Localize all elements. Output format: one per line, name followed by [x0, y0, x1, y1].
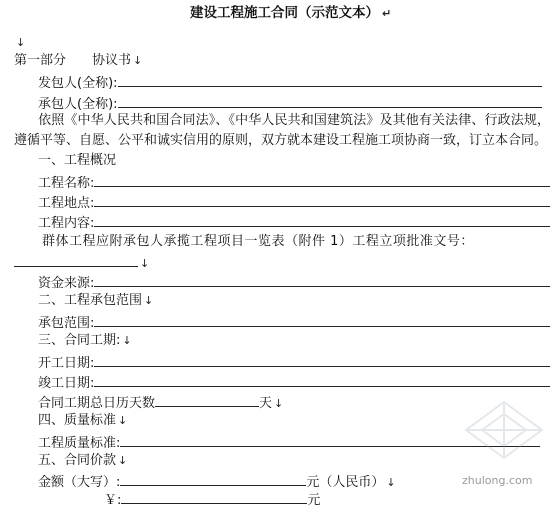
scope-row: [38, 312, 550, 333]
yuan-rmb-unit: 元（人民币）: [306, 475, 385, 490]
project-name-label: 工程名称:: [38, 176, 95, 191]
scope-label: 承包范围:: [38, 316, 95, 331]
section-2-heading: 二、工程承包范围 ↓: [38, 293, 154, 308]
days-unit: 天: [259, 396, 273, 411]
funding-label: 资金来源:: [38, 276, 95, 291]
section-4-heading: 四、质量标准 ↓: [38, 413, 128, 428]
yuan-unit: 元: [307, 493, 321, 508]
group-project-row: 群体工程应附承包人承揽工程项目一览表（附件 1）工程立项批准文号：: [42, 234, 474, 249]
amount-upper-field[interactable]: [120, 471, 306, 486]
section-3-heading: 三、合同工期: ↓: [38, 333, 132, 348]
funding-row: [38, 272, 550, 293]
project-content-field[interactable]: [94, 212, 550, 227]
start-date-label: 开工日期:: [38, 356, 95, 371]
party-a-row: [38, 72, 542, 93]
total-days-label: 合同工期总日历天数: [38, 396, 156, 411]
paragraph-mark: ↵: [382, 7, 392, 20]
watermark-text: zhulong.com: [462, 474, 533, 487]
approval-number-field[interactable]: [14, 252, 138, 267]
amount-figure-row: [104, 489, 320, 510]
quality-standard-label: 工程质量标准:: [38, 436, 121, 451]
start-date-row: [38, 352, 550, 373]
approval-number-row: ↓: [14, 252, 149, 273]
total-days-row: 合同工期总日历天数 天 ↓: [38, 392, 283, 413]
party-a-label: 发包人(全称):: [38, 76, 118, 91]
amount-upper-row: 金额（大写）: 元（人民币） ↓: [38, 471, 396, 492]
funding-field[interactable]: [94, 272, 550, 287]
scope-field[interactable]: [94, 312, 550, 327]
project-location-row: [38, 192, 550, 213]
completion-date-label: 竣工日期:: [38, 376, 95, 391]
total-days-field[interactable]: [155, 392, 259, 407]
project-name-row: [38, 172, 550, 193]
completion-date-row: [38, 372, 550, 393]
intro-paragraph: 依照《中华人民共和国合同法》、《中华人民共和国建筑法》及其他有关法律、行政法规，遵循平等、自愿、公平和诚实信用的原则，双方就本建设工程施工项协商一致，订立本合同。: [14, 113, 550, 148]
part-one-heading: 第一部分 协议书 ↓: [14, 53, 143, 68]
party-b-label: 承包人(全称):: [38, 97, 118, 112]
zhulong-logo-icon: [464, 400, 544, 460]
section-5-heading: 五、合同价款 ↓: [38, 453, 128, 468]
project-location-label: 工程地点:: [38, 196, 95, 211]
yen-sign: ￥:: [104, 493, 122, 508]
section-1-heading: 一、工程概况: [38, 153, 117, 168]
party-a-field[interactable]: [118, 72, 542, 87]
amount-figure-field[interactable]: [121, 489, 307, 504]
project-name-field[interactable]: [94, 172, 550, 187]
document-title: 建设工程施工合同（示范文本） ↵: [190, 5, 392, 21]
amount-upper-label: 金额（大写）:: [38, 475, 121, 490]
completion-date-field[interactable]: [94, 372, 550, 387]
project-content-row: [38, 212, 550, 233]
start-date-field[interactable]: [94, 352, 550, 367]
project-location-field[interactable]: [94, 192, 550, 207]
project-content-label: 工程内容:: [38, 216, 95, 231]
party-b-field[interactable]: [118, 93, 542, 108]
blank-line-arrow: ↓: [16, 36, 26, 49]
